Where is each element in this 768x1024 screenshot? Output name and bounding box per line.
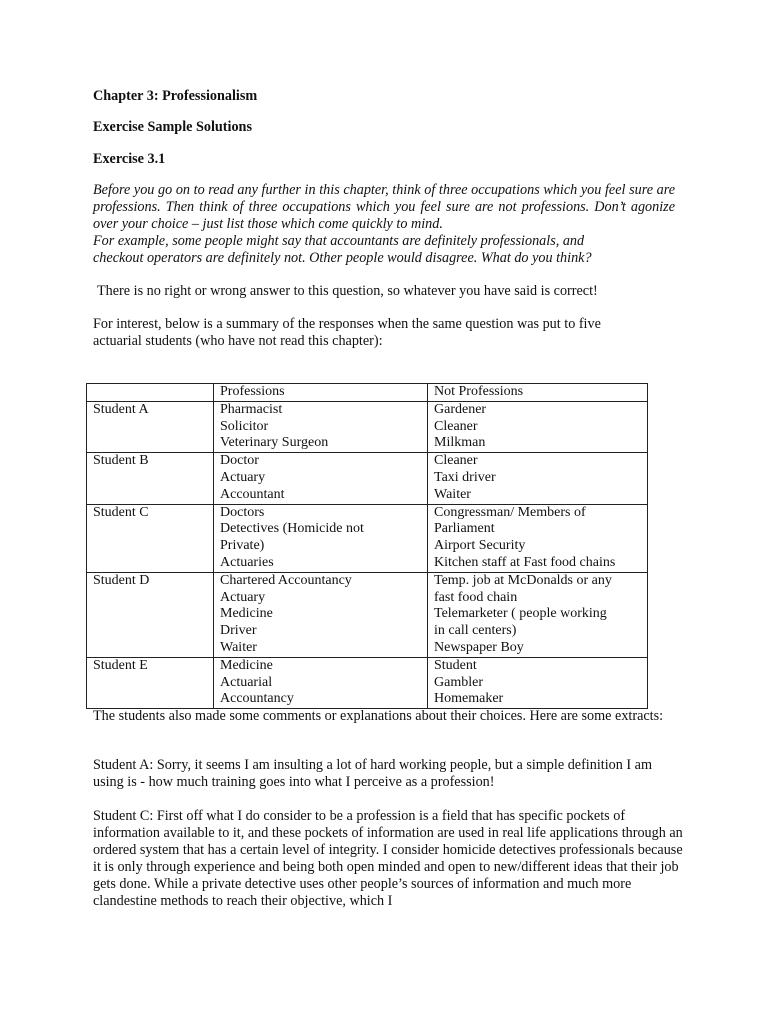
answer-note: There is no right or wrong answer to this question, so whatever you have said is correct!: [97, 283, 598, 299]
table-row: [87, 657, 648, 708]
profession-item: Doctors: [220, 504, 265, 520]
profession-item: Accountant: [220, 486, 285, 502]
profession-item: Veterinary Surgeon: [220, 435, 329, 451]
profession-item: Actuarial: [220, 674, 273, 690]
profession-item: Accountancy: [220, 691, 294, 707]
non-profession-item: Gardener: [434, 401, 487, 417]
profession-item: Private): [220, 538, 265, 554]
profession-item: Actuary: [220, 469, 266, 485]
non-profession-item: Cleaner: [434, 453, 478, 469]
table-header-cell: [87, 384, 214, 402]
student-a-comment: Student A: Sorry, it seems I am insulting a lot of hard working people, but a simple definition I am using is - how much training goes into what I perceive as a profession!: [93, 757, 653, 790]
profession-item: Detectives (Homicide not: [220, 521, 364, 537]
profession-item: Actuaries: [220, 554, 274, 570]
non-profession-item: Newspaper Boy: [434, 639, 524, 655]
student-cell: Student B: [87, 453, 214, 504]
non-profession-item: Gambler: [434, 674, 483, 690]
non-profession-item: Waiter: [434, 486, 471, 502]
student-c-comment: Student C: First off what I do consider to be a profession is a field that has specific pockets of information available to it, and these pockets of information are used in real life applications through an ordered system that has a certain level of integrity. I consider homicide detectives professionals because it is only through experience and being both open minded and open to new/different ideas that their job gets done. While a private detective uses other people’s sources of information and much more clandestine methods to reach their objective, which I: [93, 808, 683, 909]
exercise-prompt: Before you go on to read any further in this chapter, think of three occupations which you feel sure are professions. Then think of three occupations which you feel sure are not professions. Don’t agonize over your choice – just list those which come quickly to mind.: [93, 182, 675, 232]
responses-table: [86, 383, 648, 709]
student-cell: Student E: [87, 657, 214, 708]
non-profession-item: Parliament: [434, 521, 495, 537]
professions-cell: [214, 504, 428, 572]
comments-intro: The students also made some comments or explanations about their choices. Here are some extracts:: [93, 708, 664, 724]
profession-item: Actuary: [220, 589, 266, 605]
profession-item: Medicine: [220, 606, 273, 622]
not-professions-cell: [428, 657, 648, 708]
table-row: [87, 453, 648, 504]
non-profession-item: Cleaner: [434, 418, 478, 434]
table-header-cell: Professions: [214, 384, 428, 402]
not-professions-cell: [428, 453, 648, 504]
table-header-row: [87, 384, 648, 402]
exercise-prompt-example: For example, some people might say that accountants are definitely professionals, and: [93, 233, 585, 249]
profession-item: Pharmacist: [220, 401, 283, 417]
non-profession-item: Telemarketer ( people working: [434, 606, 607, 622]
profession-item: Waiter: [220, 639, 257, 655]
non-profession-item: fast food chain: [434, 589, 518, 605]
non-profession-item: Homemaker: [434, 691, 504, 707]
non-profession-item: Congressman/ Members of: [434, 504, 586, 520]
section-subtitle: Exercise Sample Solutions: [93, 119, 252, 135]
non-profession-item: Student: [434, 657, 477, 673]
exercise-prompt-question: checkout operators are definitely not. Other people would disagree. What do you think?: [93, 250, 592, 266]
professions-cell: [214, 657, 428, 708]
non-profession-item: Temp. job at McDonalds or any: [434, 572, 612, 588]
professions-cell: [214, 453, 428, 504]
student-cell: Student A: [87, 401, 214, 452]
student-cell: Student C: [87, 504, 214, 572]
table-row: [87, 572, 648, 657]
professions-cell: [214, 572, 428, 657]
profession-item: Chartered Accountancy: [220, 572, 352, 588]
non-profession-item: in call centers): [434, 623, 517, 639]
summary-intro: For interest, below is a summary of the responses when the same question was put to five actuarial students (who have not read this chapter):: [93, 316, 601, 349]
table-header-cell: Not Professions: [428, 384, 648, 402]
profession-item: Doctor: [220, 453, 259, 469]
non-profession-item: Airport Security: [434, 538, 526, 554]
exercise-heading: Exercise 3.1: [93, 151, 166, 167]
profession-item: Driver: [220, 623, 257, 639]
not-professions-cell: [428, 504, 648, 572]
professions-cell: [214, 401, 428, 452]
non-profession-item: Kitchen staff at Fast food chains: [434, 554, 616, 570]
not-professions-cell: [428, 572, 648, 657]
chapter-title: Chapter 3: Professionalism: [93, 88, 258, 104]
not-professions-cell: [428, 401, 648, 452]
table-row: [87, 401, 648, 452]
non-profession-item: Milkman: [434, 435, 486, 451]
student-cell: Student D: [87, 572, 214, 657]
profession-item: Solicitor: [220, 418, 269, 434]
table-row: [87, 504, 648, 572]
profession-item: Medicine: [220, 657, 273, 673]
non-profession-item: Taxi driver: [434, 469, 496, 485]
